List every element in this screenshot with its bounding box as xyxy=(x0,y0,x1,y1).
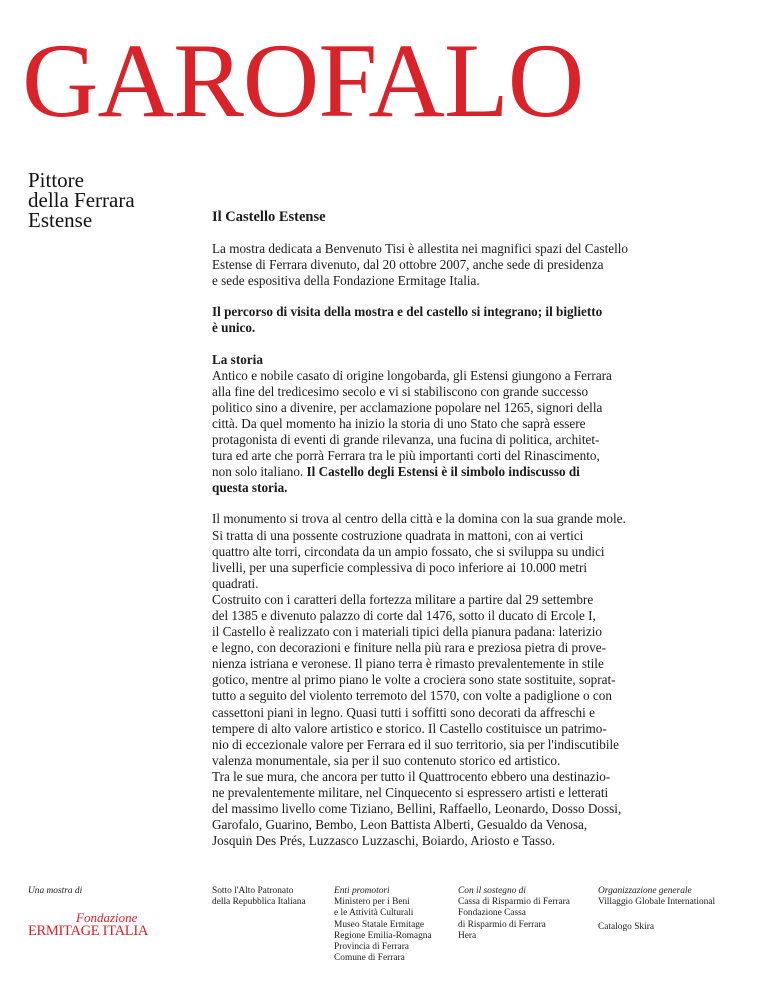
text-line: nio di eccezionale valore per Ferrara ed il suo territorio, sia per l'indiscutibile xyxy=(212,736,620,752)
text-line: quattro alte torri, circondata da un ampio fossato, che si sviluppa su undici xyxy=(212,543,605,559)
footer-patronato xyxy=(212,886,306,908)
org-label: Organizzazione generale xyxy=(598,886,692,896)
text-line: del massimo livello come Tiziano, Bellini, Raffaello, Leonardo, Dosso Dossi, xyxy=(212,801,622,817)
text-line: il Castello è realizzato con i materiali tipici della pianura padana: laterizio xyxy=(212,624,602,640)
text-line: Il percorso di visita della mostra e del castello si integrano; il biglietto xyxy=(212,304,603,320)
footer-line: Regione Emilia-Romagna xyxy=(334,930,432,941)
text-line: alla fine del tredicesimo secolo e vi si stabiliscono con grande successo xyxy=(212,383,589,399)
subtitle-line: della Ferrara xyxy=(28,188,135,212)
text-line: protagonista di eventi di grande rilevanza, una fucina di politica, architet- xyxy=(212,432,600,448)
text-line: e legno, con decorazioni e finiture nella più rara e preziosa pietra di prove- xyxy=(212,640,606,656)
footer-line: Villaggio Globale International xyxy=(598,897,716,908)
footer-line: Sotto l'Alto Patronato xyxy=(212,886,294,896)
sostegno-label: Con il sostegno di xyxy=(458,886,526,896)
logo-top-text: Fondazione xyxy=(76,910,138,926)
text-line: Josquin Des Prés, Luzzasco Luzzaschi, Boiardo, Ariosto e Tasso. xyxy=(212,833,556,849)
page-subtitle xyxy=(28,170,135,230)
catalogo-line: Catalogo Skira xyxy=(598,922,654,933)
text-line: è unico. xyxy=(212,320,256,336)
text-line: città. Da quel momento ha inizio la storia di uno Stato che saprà essere xyxy=(212,415,586,431)
text-line: Costruito con i caratteri della fortezza militare a partire dal 29 settembre xyxy=(212,591,594,607)
storia-section xyxy=(212,352,672,497)
text-line-mixed xyxy=(212,464,672,480)
fondazione-logo xyxy=(28,911,148,939)
text-line: tempere di alto valore artistico e storico. Il Castello costituisce un patrimo- xyxy=(212,720,607,736)
footer-line: Cassa di Risparmio di Ferrara xyxy=(458,897,570,908)
text-line: tutto a seguito del violento terremoto del 1570, con volte a padiglione o con xyxy=(212,688,612,704)
footer-organizer xyxy=(28,886,148,939)
text-line: Estense di Ferrara divenuto, dal 20 ottobre 2007, anche sede di presidenza xyxy=(212,257,604,273)
text-line: Si tratta di una possente costruzione quadrata in mattoni, con ai vertici xyxy=(212,527,584,543)
footer-line: di Risparmio di Ferrara xyxy=(458,919,546,930)
text-line: livelli, per una superficie complessiva di poco inferiore ai 10.000 metri xyxy=(212,559,587,575)
footer-line: e le Attività Culturali xyxy=(334,908,414,919)
footer-line: Fondazione Cassa xyxy=(458,908,526,919)
text-bold: Il Castello degli Estensi è il simbolo indiscusso di xyxy=(306,464,580,480)
footer-enti xyxy=(334,886,432,964)
text-line: del 1385 e divenuto palazzo di corte dal 1476, sotto il ducato di Ercole I, xyxy=(212,607,596,623)
footer-line: della Repubblica Italiana xyxy=(212,897,306,908)
text-line: e sede espositiva della Fondazione Ermitage Italia. xyxy=(212,273,480,289)
storia-heading: La storia xyxy=(212,351,263,367)
text-line: valenza monumentale, sia per il suo contenuto storico ed artistico. xyxy=(212,752,561,768)
text-line: tura ed arte che porrà Ferrara tra le più importanti corti del Rinascimento, xyxy=(212,448,600,464)
monument-paragraph xyxy=(212,511,672,849)
subtitle-line: Estense xyxy=(28,208,93,232)
footer-line: Hera xyxy=(458,930,477,941)
text-line: ne prevalentemente militare, nel Cinquecento si espressero artisti e letterati xyxy=(212,785,609,800)
footer-line: Ministero per i Beni xyxy=(334,897,410,908)
intro-paragraph xyxy=(212,241,672,289)
text-line: gotico, mentre al primo piano le volte a crociera sono state sostituite, soprat- xyxy=(212,672,616,688)
page-title: GAROFALO xyxy=(22,22,584,139)
una-mostra-label: Una mostra di xyxy=(28,886,83,896)
footer-sostegno xyxy=(458,886,570,942)
article-heading: Il Castello Estense xyxy=(212,209,326,225)
footer-line: Museo Statale Ermitage xyxy=(334,919,425,930)
enti-label: Enti promotori xyxy=(334,886,390,896)
ticket-notice xyxy=(212,304,672,336)
footer-line: Provincia di Ferrara xyxy=(334,942,409,953)
text-line: cassettoni piani in legno. Quasi tutti i soffitti sono decorati da affreschi e xyxy=(212,704,595,720)
text-line: La mostra dedicata a Benvenuto Tisi è allestita nei magnifici spazi del Castello xyxy=(212,241,629,257)
text-line: Il monumento si trova al centro della città e la domina con la sua grande mole. xyxy=(212,511,626,527)
text-line: politico sino a divenire, per acclamazione popolare nel 1265, signori della xyxy=(212,399,603,415)
footer-organizzazione xyxy=(598,886,715,934)
footer-line: Comune di Ferrara xyxy=(334,953,405,964)
article-body xyxy=(212,209,672,864)
text-line: quadrati. xyxy=(212,575,259,591)
subtitle-line: Pittore xyxy=(28,168,84,192)
text-line: Tra le sue mura, che ancora per tutto il Quattrocento ebbero una destinazio- xyxy=(212,768,611,784)
text-line: questa storia. xyxy=(212,480,288,496)
text-plain: non solo italiano. xyxy=(212,464,307,480)
text-line: Garofalo, Guarino, Bembo, Leon Battista Alberti, Gesualdo da Venosa, xyxy=(212,817,588,833)
text-line: nienza istriana e veronese. Il piano terra è rimasto prevalentemente in stile xyxy=(212,656,604,672)
logo-bottom-text: ERMITAGE ITALIA xyxy=(28,923,149,940)
text-line: Antico e nobile casato di origine longobarda, gli Estensi giungono a Ferrara xyxy=(212,367,612,383)
